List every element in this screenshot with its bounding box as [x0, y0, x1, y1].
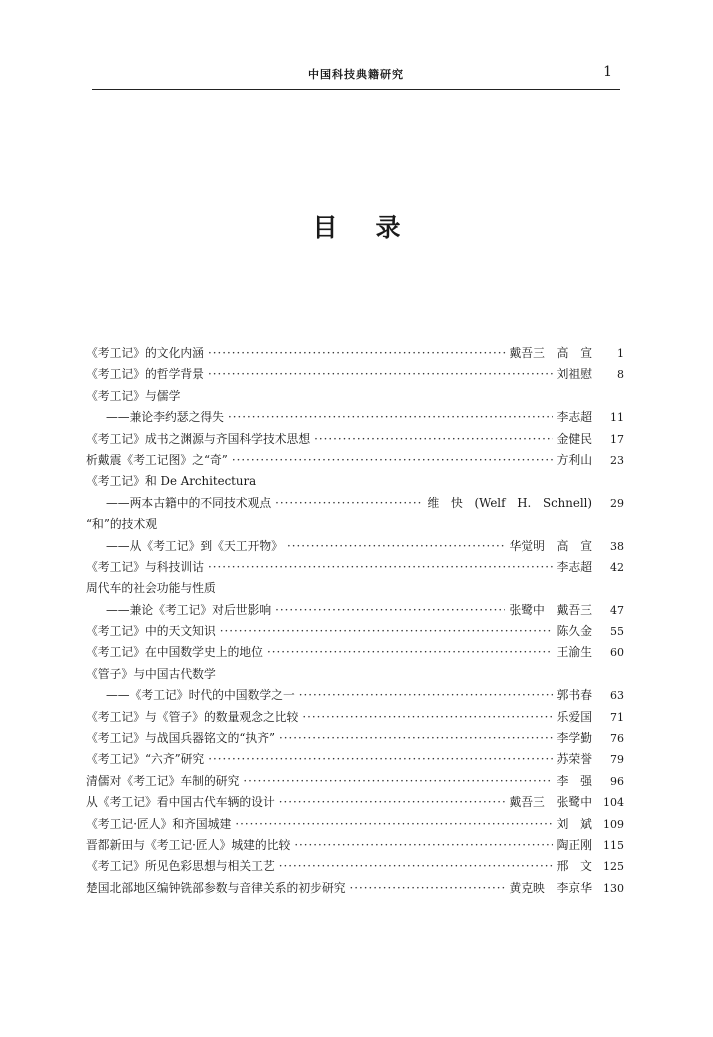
toc-entry-page: 42: [610, 560, 624, 574]
toc-entry: [86, 878, 624, 899]
toc-entry-title: ——《考工记》时代的中国数学之一: [106, 688, 295, 703]
dot-leader: [208, 364, 553, 385]
toc-entry-author: 李志超: [556, 559, 592, 574]
toc-entry: [86, 343, 624, 364]
toc-entry: [86, 407, 624, 428]
toc-entry: [86, 450, 624, 471]
toc-entry-page: 125: [603, 860, 624, 874]
header-title: 中国科技典籍研究: [308, 68, 404, 81]
toc-entry-page: 29: [610, 496, 624, 510]
header-page-number: 1: [603, 64, 612, 80]
toc-entry-page: 109: [603, 817, 624, 831]
dot-leader: [208, 749, 552, 770]
toc-entry: [86, 364, 624, 385]
toc-entry-author: 陈久金: [556, 624, 592, 639]
dot-leader: [267, 642, 553, 663]
toc-entry-title: ——兼论李约瑟之得失: [106, 410, 224, 425]
toc-entry-title: 《考工记》“六齐”研究: [86, 752, 205, 767]
dot-leader: [232, 450, 553, 471]
dot-leader: [314, 429, 552, 450]
toc-entry-author: 刘祖慰: [556, 367, 592, 382]
toc-entry-page: 60: [610, 646, 624, 660]
toc-entry: [86, 536, 624, 557]
dot-leader: [350, 878, 506, 899]
toc-entry-title: 《考工记·匠人》和齐国城建: [86, 816, 232, 831]
dot-leader: [287, 536, 506, 557]
toc-entry: [86, 856, 624, 877]
toc-entry-page: 11: [610, 411, 624, 425]
toc-entry: [86, 600, 624, 621]
toc-entry-title: 《考工记》与战国兵器铭文的“执齐”: [86, 731, 276, 746]
toc-entry-title: 从《考工记》看中国古代车辆的设计: [86, 795, 275, 810]
toc-entry-title: 《考工记》与科技训诂: [86, 559, 204, 574]
toc-entry-title: 楚国北部地区编钟铣部参数与音律关系的初步研究: [86, 880, 346, 895]
header-rule: [92, 89, 620, 90]
toc-entry-page: 79: [610, 753, 624, 767]
toc-entry-title: 晋都新田与《考工记·匠人》城建的比较: [86, 837, 291, 852]
dot-leader: [294, 835, 552, 856]
toc-entry: [86, 578, 624, 599]
toc-entry-title: 《考工记》成书之渊源与齐国科学技术思想: [86, 431, 311, 446]
toc-entry-title: 《管子》与中国古代数学: [86, 666, 216, 681]
toc-entry: [86, 642, 624, 663]
toc-entry-author: 李学勤: [556, 731, 592, 746]
toc-entry-title: 《考工记》中的天文知识: [86, 624, 216, 639]
toc-entry-author: 乐爱国: [556, 709, 592, 724]
toc-entry-author: 李志超: [556, 410, 592, 425]
dot-leader: [279, 792, 506, 813]
dot-leader: [228, 407, 553, 428]
toc-entry-page: 1: [617, 347, 624, 360]
toc-entry-title: 《考工记》与《管子》的数量观念之比较: [86, 709, 299, 724]
dot-leader: [279, 728, 553, 749]
toc-entry-title: ——从《考工记》到《天工开物》: [106, 538, 283, 553]
toc-entry-page: 63: [610, 689, 624, 703]
toc-entry: [86, 664, 624, 685]
toc-entry-page: 115: [603, 838, 624, 852]
toc-entry-title: 《考工记》所见色彩思想与相关工艺: [86, 859, 275, 874]
toc-entry: [86, 557, 624, 578]
toc-entry-title: 清儒对《考工记》车制的研究: [86, 773, 240, 788]
toc-entry-author: 邢 文: [556, 859, 592, 874]
toc-entry: [86, 493, 624, 514]
toc-entry: [86, 835, 624, 856]
toc-entry-title: 《考工记》的哲学背景: [86, 367, 204, 382]
dot-leader: [302, 707, 552, 728]
dot-leader: [208, 343, 506, 364]
toc-entry-author: 戴吾三 高 宣: [509, 346, 592, 360]
toc-entry: [86, 707, 624, 728]
dot-leader: [275, 493, 423, 514]
toc-entry-page: 17: [610, 432, 624, 446]
toc-entry-author: 张鹭中 戴吾三: [509, 602, 592, 617]
toc-entry-page: 47: [610, 603, 624, 617]
toc-entry-title: 《考工记》与儒学: [86, 388, 181, 403]
toc-entry-title: ——兼论《考工记》对后世影响: [106, 602, 272, 617]
toc-entry: [86, 771, 624, 792]
toc-entry: [86, 792, 624, 813]
dot-leader: [220, 621, 553, 642]
toc-entry-author: 李 强: [556, 773, 592, 788]
toc-entry-page: 104: [603, 796, 624, 810]
toc-entry-page: 8: [617, 368, 624, 382]
dot-leader: [208, 557, 553, 578]
toc-entry: [86, 621, 624, 642]
toc-entry-title: 周代车的社会功能与性质: [86, 581, 216, 596]
toc-entry-author: 王渝生: [556, 645, 592, 660]
toc-entry: [86, 749, 624, 770]
toc-entry-author: 戴吾三 张鹭中: [509, 795, 592, 810]
toc-entry-title: 《考工记》的文化内涵: [86, 346, 204, 360]
toc-entry-author: 方利山: [556, 452, 592, 467]
table-of-contents: [86, 343, 624, 899]
toc-entry-title: ——两本古籍中的不同技术观点: [106, 495, 272, 510]
dot-leader: [235, 814, 552, 835]
toc-entry-title: 《考工记》和 De Architectura: [86, 474, 257, 489]
toc-entry: [86, 685, 624, 706]
toc-entry-title: 析戴震《考工记图》之“奇”: [86, 452, 228, 467]
toc-entry-author: 刘 斌: [556, 816, 592, 831]
toc-entry-author: 苏荣誉: [556, 752, 592, 767]
toc-entry-author: 郭书春: [556, 688, 592, 703]
toc-entry-author: 华觉明 高 宣: [509, 538, 592, 553]
toc-entry-page: 71: [610, 710, 624, 724]
toc-entry: [86, 514, 624, 535]
running-header: [92, 64, 620, 88]
toc-entry: [86, 471, 624, 492]
page-title: 目录: [312, 213, 439, 242]
dot-leader: [275, 600, 505, 621]
toc-entry: [86, 728, 624, 749]
toc-entry-page: 76: [610, 732, 624, 746]
toc-entry-page: 38: [610, 539, 624, 553]
dot-leader: [299, 685, 553, 706]
toc-entry-page: 55: [610, 625, 624, 639]
toc-entry: [86, 386, 624, 407]
dot-leader: [243, 771, 552, 792]
toc-entry-author: 陶正刚: [556, 837, 592, 852]
toc-entry-author: 金健民: [556, 431, 592, 446]
toc-entry: [86, 429, 624, 450]
toc-entry-title: “和”的技术观: [86, 517, 158, 532]
toc-entry-page: 96: [610, 774, 624, 788]
toc-entry-page: 23: [610, 453, 624, 467]
dot-leader: [279, 856, 553, 877]
toc-entry-page: 130: [603, 881, 624, 895]
toc-entry: [86, 814, 624, 835]
toc-entry-author: 黄克映 李京华: [509, 880, 592, 895]
toc-entry-author: 维 快 (Welf H. Schnell): [427, 495, 592, 510]
toc-entry-title: 《考工记》在中国数学史上的地位: [86, 645, 263, 660]
